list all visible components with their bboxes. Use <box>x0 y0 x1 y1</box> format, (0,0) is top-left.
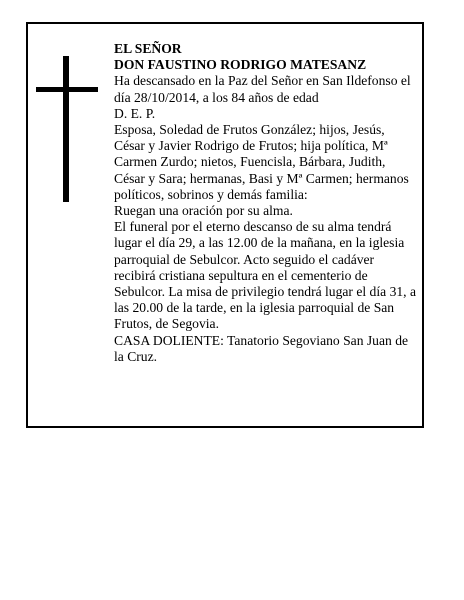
family-list: Esposa, Soledad de Frutos González; hijos, Jesús, César y Javier Rodrigo de Frutos; hija política, Mª Carmen Zurdo; nietos, Fuencisla, Bárbara, Judith, César y Sara; hermanas, Basi y Mª Carmen; hermanos políticos, sobrinos y demás familia: <box>114 122 409 202</box>
obituary-notice <box>26 22 424 428</box>
notice-heading: EL SEÑOR <box>114 41 182 56</box>
prayer-request: Ruegan una oración por su alma. <box>114 203 293 219</box>
latin-cross-icon <box>36 56 98 202</box>
cross-vertical-bar <box>63 56 69 202</box>
deceased-name: DON FAUSTINO RODRIGO MATESANZ <box>114 57 367 73</box>
notice-text <box>114 41 418 365</box>
rest-in-peace: D. E. P. <box>114 105 156 121</box>
cross-horizontal-bar <box>36 87 98 92</box>
mourning-house: CASA DOLIENTE: Tanatorio Segoviano San Juan de la Cruz. <box>114 332 409 364</box>
death-announcement: Ha descansado en la Paz del Señor en San Ildefonso el día 28/10/2014, a los 84 años de edad <box>114 73 411 105</box>
funeral-details: El funeral por el eterno descanso de su alma tendrá lugar el día 29, a las 12.00 de la mañana, en la iglesia parroquial de Sebulcor. Acto seguido el cadáver recibirá cristiana sepultura en el cementerio de Sebulcor. La misa de privilegio tendrá lugar el día 31, a las 20.00 de la tarde, en la iglesia parroquial de San Frutos, de Segovia. <box>114 219 416 332</box>
